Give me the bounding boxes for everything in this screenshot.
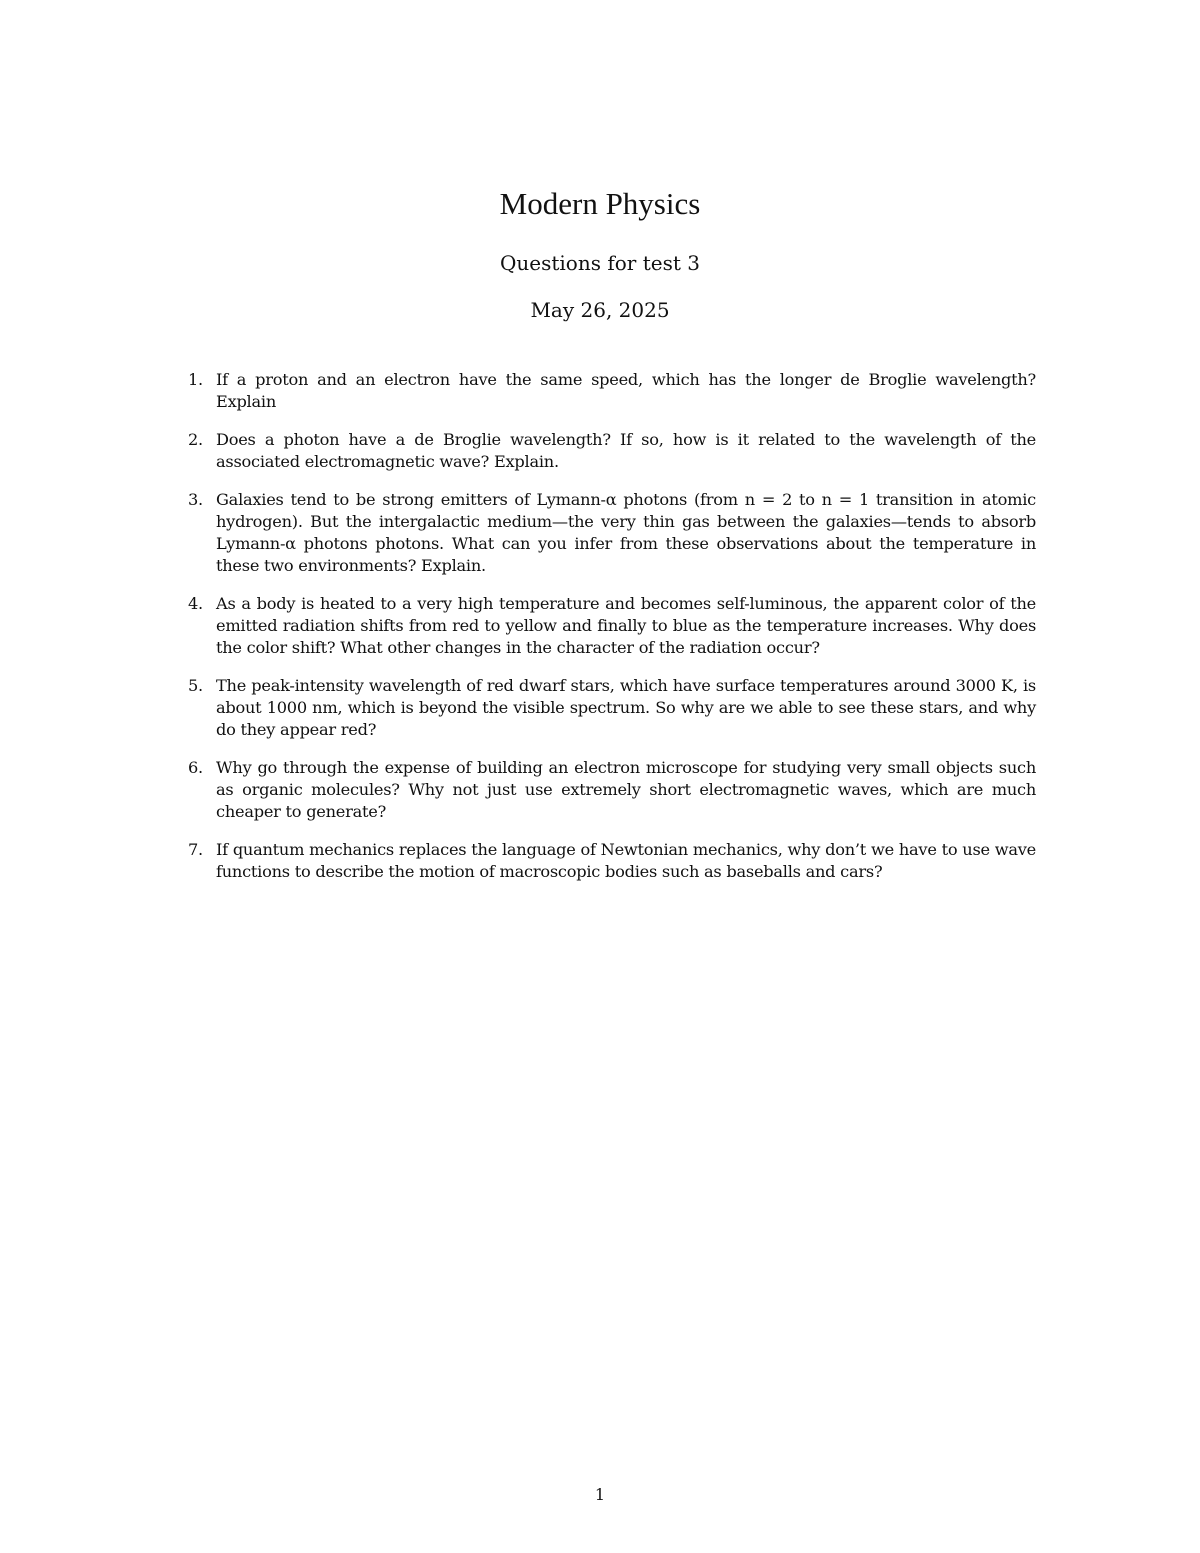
question-text: The peak-intensity wavelength of red dwarf stars, which have surface temperatures around 3000 K, is about 1000 nm, which is beyond the visible spectrum. So why are we able to see these stars, and why do they appear red? xyxy=(216,676,1036,739)
page-subtitle: Questions for test 3 xyxy=(500,251,700,275)
page-title: Modern Physics xyxy=(499,186,701,221)
question-number: 5. xyxy=(188,676,203,695)
question-item xyxy=(188,675,1036,741)
question-list xyxy=(188,369,1036,899)
page-date: May 26, 2025 xyxy=(530,298,670,322)
question-number: 7. xyxy=(188,840,203,859)
question-number: 4. xyxy=(188,594,203,613)
question-item xyxy=(188,757,1036,823)
question-item xyxy=(188,489,1036,577)
question-text: If a proton and an electron have the same speed, which has the longer de Broglie wavelength? Explain xyxy=(216,370,1036,411)
question-number: 3. xyxy=(188,490,203,509)
question-number: 1. xyxy=(188,370,203,389)
question-item xyxy=(188,839,1036,883)
question-number: 6. xyxy=(188,758,203,777)
question-text: Why go through the expense of building an electron microscope for studying very small objects such as organic molecules? Why not just use extremely short electromagnetic waves, which are much cheaper to generate? xyxy=(216,758,1036,821)
question-item xyxy=(188,593,1036,659)
question-number: 2. xyxy=(188,430,203,449)
question-text: If quantum mechanics replaces the language of Newtonian mechanics, why don’t we have to use wave functions to describe the motion of macroscopic bodies such as baseballs and cars? xyxy=(216,840,1036,881)
question-text: Does a photon have a de Broglie wavelength? If so, how is it related to the wavelength of the associated electromagnetic wave? Explain. xyxy=(216,430,1036,471)
page-number: 1 xyxy=(594,1485,606,1504)
question-text: Galaxies tend to be strong emitters of Lymann-α photons (from n = 2 to n = 1 transition in atomic hydrogen). But the intergalactic medium—the very thin gas between the galaxies—tends to absorb Lymann-α photons photons. What can you infer from these observations about the temperature in these two environments? Explain. xyxy=(216,490,1036,575)
question-text: As a body is heated to a very high temperature and becomes self-luminous, the apparent color of the emitted radiation shifts from red to yellow and finally to blue as the temperature increases. Why does the color shift? What other changes in the character of the radiation occur? xyxy=(216,594,1036,657)
question-item xyxy=(188,429,1036,473)
question-item xyxy=(188,369,1036,413)
